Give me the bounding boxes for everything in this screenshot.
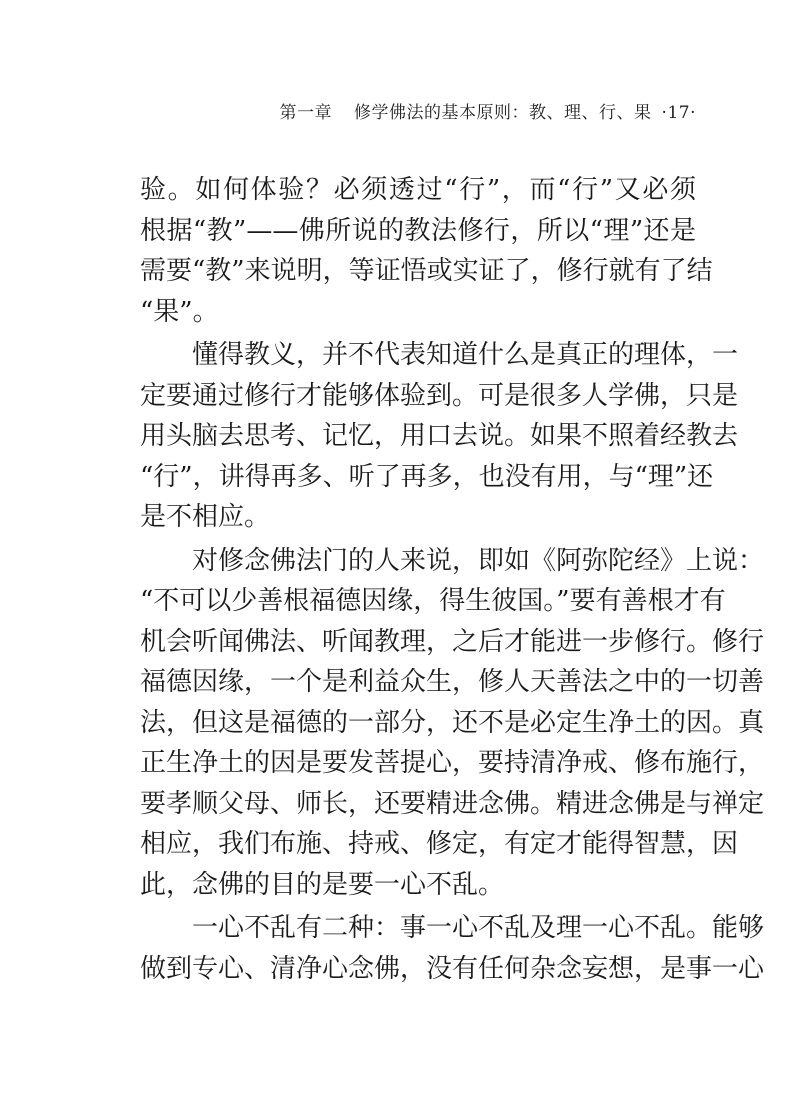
paragraph (140, 335, 739, 538)
text-line: 正生净土的因是要发菩提心，要持清净戒、修布施行， (140, 748, 765, 778)
text-line: 要孝顺父母、师长，还要精进念佛。精进念佛是与禅定 (140, 788, 765, 819)
text-line: 做到专心、清净心念佛，没有任何杂念妄想，是事一心 (140, 953, 765, 984)
text-line: 福德因缘，一个是利益众生，修人天善法之中的一切善 (140, 667, 765, 697)
text-line: 法，但这是福德的一部分，还不是必定生净土的因。真 (140, 707, 765, 738)
page-number: ·17· (661, 103, 696, 123)
text-line: 对修念佛法门的人来说，即如《阿弥陀经》上说： (192, 545, 765, 576)
text-line: 一心不乱有二种：事一心不乱及理一心不乱。能够 (192, 913, 765, 943)
chapter-label: 第一章 (279, 103, 333, 123)
text-line: 懂得教义，并不代表知道什么是真正的理体，一 (192, 340, 739, 370)
text-line: 根据“教”——佛所说的教法修行，所以“理”还是 (140, 215, 696, 246)
running-header-text (280, 98, 696, 128)
text-line: “果”。 (140, 296, 219, 327)
body-text (140, 170, 765, 989)
running-header (0, 98, 800, 128)
paragraph (140, 541, 765, 906)
text-line: 需要“教”来说明，等证悟或实证了，修行就有了结 (140, 256, 713, 286)
chapter-title: 修学佛法的基本原则：教、理、行、果 (354, 103, 652, 123)
text-line: 用头脑去思考、记忆，用口去说。如果不照着经教去 (140, 421, 739, 451)
text-line: 此，念佛的目的是要一心不乱。 (140, 869, 505, 900)
text-line: 验。如何体验？必须透过“行”，而“行”又必须 (140, 175, 696, 205)
paragraph (140, 170, 713, 332)
text-line: 是不相应。 (140, 502, 271, 532)
paragraph (140, 908, 765, 989)
text-line: 机会听闻佛法、听闻教理，之后才能进一步修行。修行 (140, 626, 765, 657)
text-line: “行”，讲得再多、听了再多，也没有用，与“理”还 (140, 461, 714, 492)
text-line: 相应，我们布施、持戒、修定，有定才能得智慧，因 (140, 829, 739, 859)
text-line: 定要通过修行才能够体验到。可是很多人学佛，只是 (140, 380, 739, 411)
text-line: “不可以少善根福德因缘，得生彼国。”要有善根才有 (140, 586, 726, 616)
